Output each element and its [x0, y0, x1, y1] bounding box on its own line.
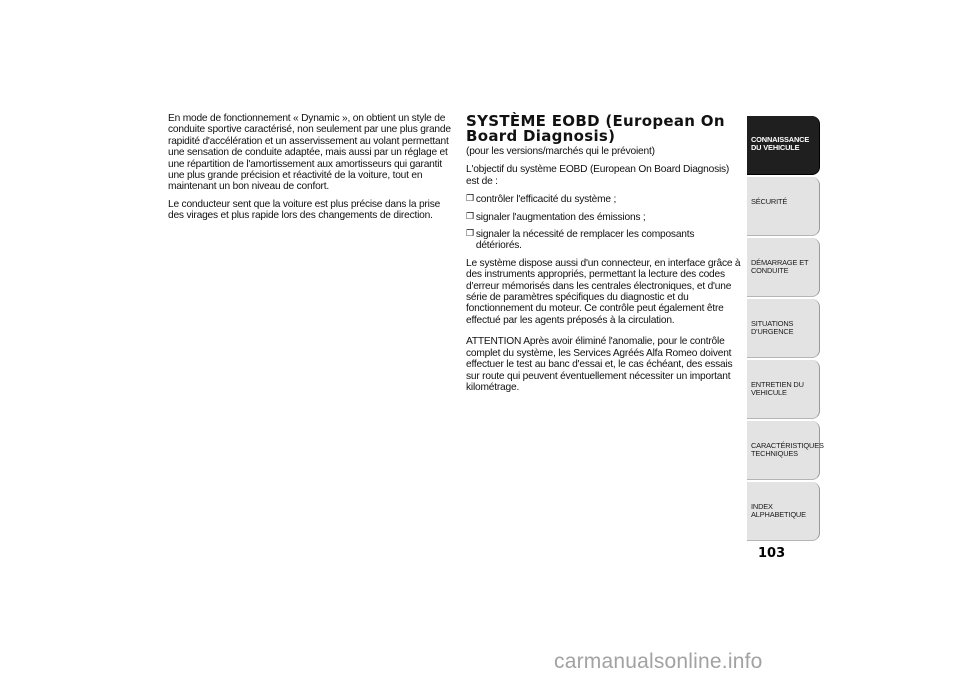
- objective-list: [466, 194, 742, 252]
- tab-label-line: SITUATIONS: [751, 319, 794, 328]
- chapter-tabs: [747, 116, 824, 543]
- list-item-text: signaler l'augmentation des émissions ;: [475, 211, 646, 223]
- section-intro: L'objectif du système EOBD (European On Board Diagnosis) est de :: [466, 164, 730, 187]
- tab-label-line: INDEX: [751, 502, 773, 511]
- tab-securite[interactable]: [747, 177, 820, 236]
- tab-index-alphabetique[interactable]: [747, 482, 820, 541]
- tab-label-line: CONDUITE: [751, 266, 789, 276]
- tab-label-line: DÉMARRAGE ET: [751, 258, 809, 267]
- connector-paragraph: Le système dispose aussi d'un connecteur, en interface grâce à des instruments appropriés, permettant la lecture des codes d'erreur mémorisés dans les centrales électroniques, et d'une série de paramètres spécifiques du diagnostic et du fonctionnement du moteur. Ce contrôle peut également être effectué par les agents préposés à la circulation.: [466, 257, 741, 326]
- right-column: [466, 114, 742, 400]
- list-item-text: signaler la nécessité de remplacer les composants détériorés.: [475, 229, 695, 252]
- tab-label-line: TECHNIQUES: [751, 449, 798, 459]
- paragraph-driver-feel: Le conducteur sent que la voiture est plus précise dans la prise des virages et plus rapide lors des changements de direction.: [168, 198, 441, 222]
- tab-label-line: CARACTÉRISTIQUES: [751, 441, 824, 450]
- tab-label-line: SÉCURITÉ: [751, 197, 788, 206]
- tab-demarrage-et-conduite[interactable]: [747, 238, 820, 297]
- warning-paragraph: ATTENTION Après avoir éliminé l'anomalie, pour le contrôle complet du système, les Services Agréés Alfa Romeo doivent effectuer le test au banc d'essai et, le cas échéant, des essais sur route qui peuvent éventuellement nécessiter un important kilométrage.: [466, 336, 733, 393]
- section-title: SYSTÈME EOBD (European On Board Diagnosis): [466, 112, 725, 145]
- tab-caracteristiques-techniques[interactable]: [747, 421, 824, 480]
- checkbox-bullet-icon: ❒: [466, 194, 474, 205]
- tab-entretien-du-vehicule[interactable]: [747, 360, 820, 419]
- tab-label-line: VEHICULE: [751, 388, 787, 398]
- list-item-text: contrôler l'efficacité du système ;: [475, 194, 617, 206]
- tab-label-line: CONNAISSANCE: [751, 135, 810, 144]
- tab-label-line: DU VEHICULE: [751, 143, 800, 153]
- section-subtitle: (pour les versions/marchés qui le prévoient): [466, 146, 655, 157]
- tab-label-line: D'URGENCE: [751, 327, 794, 337]
- watermark: carmanualsonline.info: [554, 650, 763, 673]
- page-number: 103: [758, 546, 786, 561]
- left-column: [168, 113, 458, 228]
- list-item: [466, 194, 742, 205]
- tab-label-line: ENTRETIEN DU: [751, 380, 804, 389]
- tab-label-line: ALPHABETIQUE: [751, 510, 806, 520]
- paragraph-dynamic-mode: En mode de fonctionnement « Dynamic », on obtient un style de conduite sportive caractérisé, non seulement par une plus grande rapidité d'accélération et un asservissement au volant permettant une sensation de conduite adaptée, mais aussi par un réglage et une répartition de l'amortissement aux amortisseurs qui garantit une plus grande précision et réactivité de la voiture, tout en maintenant un bon niveau de confort.: [168, 113, 451, 193]
- list-item: [466, 229, 742, 252]
- checkbox-bullet-icon: ❒: [466, 229, 474, 240]
- checkbox-bullet-icon: ❒: [466, 211, 474, 222]
- tab-situations-d-urgence[interactable]: [747, 299, 820, 358]
- tab-connaissance-du-vehicule[interactable]: [747, 116, 820, 175]
- list-item: [466, 212, 742, 223]
